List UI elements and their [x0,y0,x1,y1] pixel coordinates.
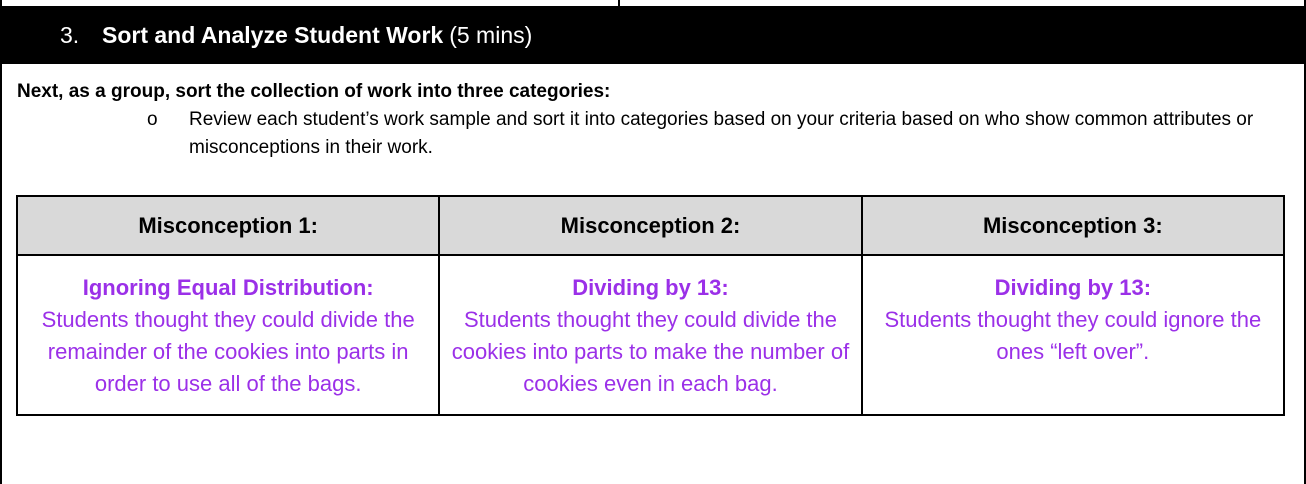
table-row [17,255,1284,415]
misconception-2-title: Dividing by 13: [572,275,729,300]
bullet-text: Review each student’s work sample and sort it into categories based on your criteria based on who show common attributes or misconceptions in their work. [189,109,1254,158]
misconception-1-cell [17,255,439,415]
misconception-2-header: Misconception 2: [439,196,861,255]
misconception-3-body: Students thought they could ignore the ones “left over”. [884,307,1262,364]
bullet-marker: o [147,109,158,130]
instructions [17,78,1287,162]
misconception-1-header: Misconception 1: [17,196,439,255]
instruction-bullet [147,106,1287,162]
section-duration: (5 mins) [449,21,533,48]
misconception-2-cell [439,255,861,415]
misconception-1-body: Students thought they could divide the remainder of the cookies into parts in order to use all of the bags. [41,307,415,396]
table-header-row [17,196,1284,255]
misconceptions-table [16,195,1285,416]
misconception-1-title: Ignoring Equal Distribution: [82,275,374,300]
misconception-3-cell [862,255,1284,415]
section-title: Sort and Analyze Student Work [102,21,444,48]
misconception-3-title: Dividing by 13: [994,275,1152,300]
misconception-2-body: Students thought they could divide the cookies into parts to make the number of cookies even in each bag. [451,307,850,396]
section-number: 3. [60,21,80,48]
instructions-lead: Next, as a group, sort the collection of work into three categories: [17,81,611,102]
misconception-3-header: Misconception 3: [862,196,1284,255]
section-header [0,6,1306,64]
